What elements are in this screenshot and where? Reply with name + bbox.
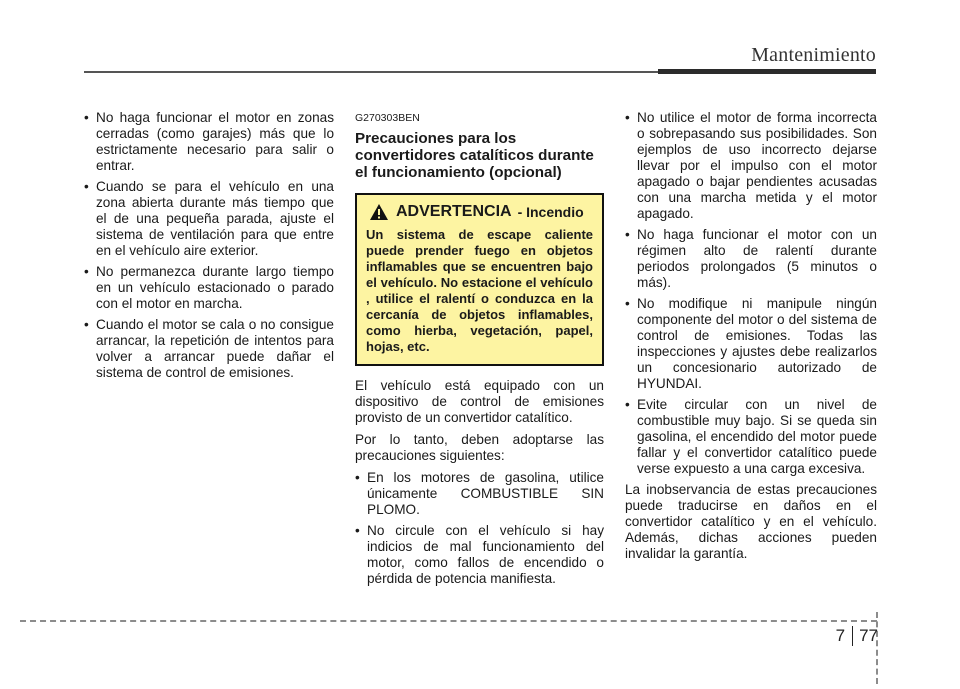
list-item: • No circule con el vehículo si hay indicios de mal funcionamiento del motor, como fallos de encendido o pérdida de potencia manifiesta. — [355, 523, 604, 587]
warning-body: Un sistema de escape caliente puede prender fuego en objetos inflamables que se encuentren bajo el vehículo. No estacione el vehículo , utilice el ralentí o conduzca en la cercanía de objetos inflamables, como hierba, vegetación, papel, hojas, etc. — [366, 227, 593, 354]
page-header-title: Mantenimiento — [751, 44, 876, 66]
column-left — [84, 110, 334, 386]
list-item: • En los motores de gasolina, utilice únicamente COMBUSTIBLE SIN PLOMO. — [355, 470, 604, 518]
column-right — [625, 110, 877, 568]
warning-title: ADVERTENCIA — [396, 203, 512, 220]
list-item: • Evite circular con un nivel de combustible muy bajo. Si se queda sin gasolina, el encendido del motor puede fallar y el convertidor catalítico puede verse expuesto a una carga excesiva. — [625, 397, 877, 477]
header-bar — [658, 69, 876, 74]
list-item: • No utilice el motor de forma incorrecta o sobrepasando sus posibilidades. Son ejemplos de uso incorrecto dejarse llevar por el impulso con el motor apagado o bajar pendientes acusadas con una marcha metida y el motor apagado. — [625, 110, 877, 222]
bullet-list — [84, 110, 334, 381]
warning-box — [355, 193, 604, 366]
footer-rule — [20, 620, 877, 622]
list-item: • Cuando el motor se cala o no consigue arrancar, la repetición de intentos para volver a arrancar puede dañar el sistema de control de emisiones. — [84, 317, 334, 381]
chapter-number: 7 — [835, 626, 846, 645]
warning-triangle-icon — [369, 203, 389, 221]
paragraph: Por lo tanto, deben adoptarse las precauciones siguientes: — [355, 432, 604, 463]
footer-divider — [876, 612, 878, 684]
page-number-separator — [852, 626, 853, 646]
list-item: • No permanezca durante largo tiempo en un vehículo estacionado o parado con el motor en marcha. — [84, 264, 334, 312]
bullet-list — [355, 470, 604, 587]
column-middle — [355, 110, 604, 592]
page-number — [836, 626, 878, 646]
warning-subtitle: - Incendio — [517, 204, 584, 220]
list-item: • No haga funcionar el motor en zonas cerradas (como garajes) más que lo estrictamente necesario para salir o entrar. — [84, 110, 334, 174]
list-item: • No haga funcionar el motor con un régimen alto de ralentí durante periodos prolongados (5 minutos o más). — [625, 227, 877, 291]
paragraph: La inobservancia de estas precauciones puede traducirse en daños en el convertidor catalítico y en el vehículo. Además, dichas acciones pueden invalidar la garantía. — [625, 482, 877, 561]
header-rule — [84, 71, 658, 73]
page-number-value: 77 — [859, 626, 878, 645]
warning-header — [357, 195, 602, 223]
section-code: G270303BEN — [355, 112, 420, 124]
section-heading: Precauciones para los convertidores catalíticos durante el funcionamiento (opcional) — [355, 130, 594, 181]
list-item: • No modifique ni manipule ningún componente del motor o del sistema de control de emisiones. Todas las inspecciones y ajustes debe realizarlos un concesionario autorizado de HYUNDAI. — [625, 296, 877, 392]
list-item: • Cuando se para el vehículo en una zona abierta durante más tiempo que el de una pequeña parada, ajuste el sistema de ventilación para que entre en el vehículo aire exterior. — [84, 179, 334, 259]
paragraph: El vehículo está equipado con un dispositivo de control de emisiones provisto de un convertidor catalítico. — [355, 378, 604, 425]
bullet-list — [625, 110, 877, 477]
